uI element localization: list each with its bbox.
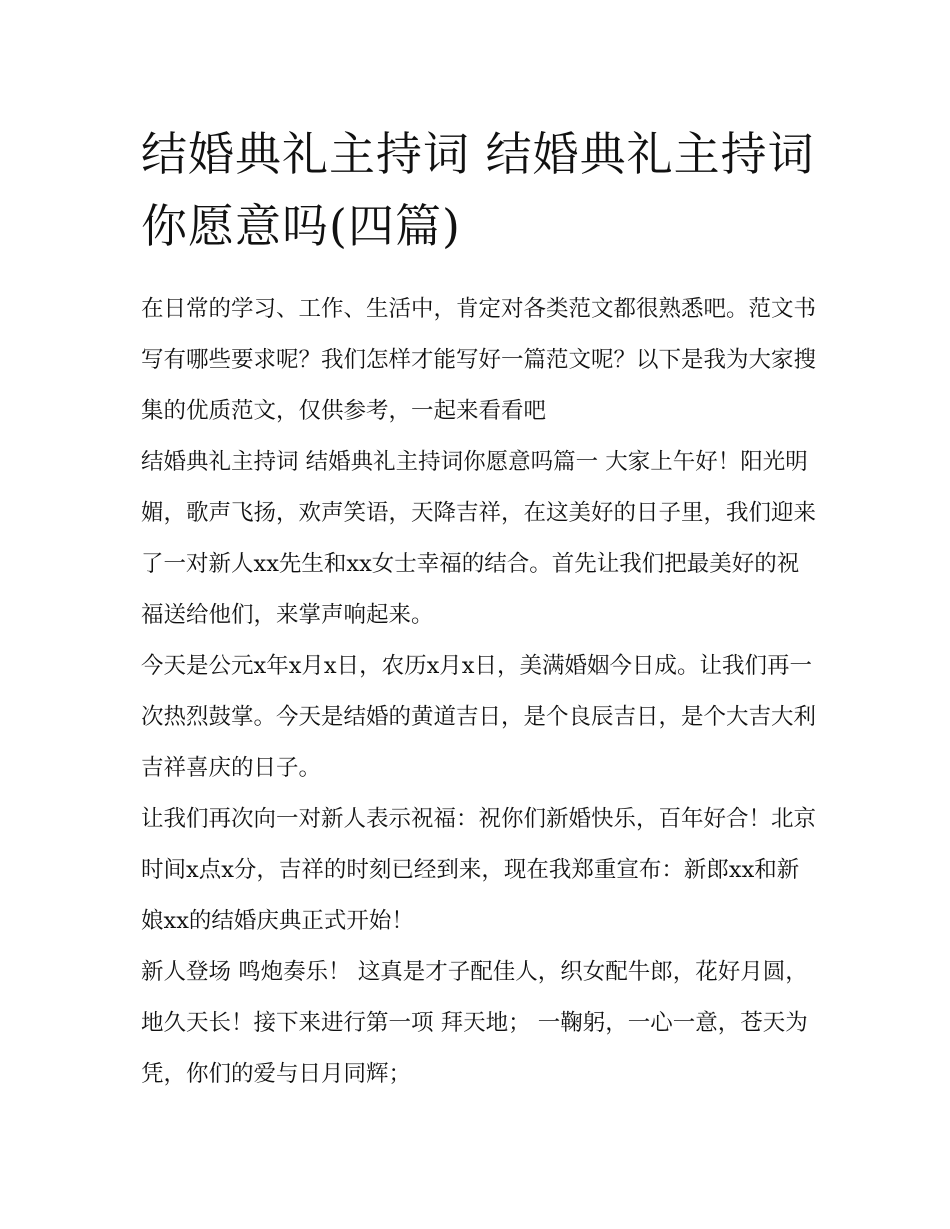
document-title: 结婚典礼主持词 结婚典礼主持词你愿意吗(四篇) (141, 127, 815, 253)
paragraph-date: 今天是公元x年x月x日，农历x月x日，美满婚姻今日成。让我们再一次热烈鼓掌。今天是结婚的黄道吉日，是个良辰吉日，是个大吉大利吉祥喜庆的日子。 (141, 653, 817, 781)
paragraph-blessing: 让我们再次向一对新人表示祝福：祝你们新婚快乐，百年好合！北京时间x点x分，吉祥的时刻已经到来，现在我郑重宣布：新郎xx和新娘xx的结婚庆典正式开始！ (141, 806, 817, 934)
paragraph-ceremony: 新人登场 鸣炮奏乐！ 这真是才子配佳人，织女配牛郎，花好月圆，地久天长！接下来进行第一项 拜天地； 一鞠躬，一心一意，苍天为凭，你们的爱与日月同辉； (141, 959, 808, 1087)
document-body (141, 284, 821, 1100)
paragraph-opening: 结婚典礼主持词 结婚典礼主持词你愿意吗篇一 大家上午好！阳光明媚，歌声飞扬，欢声笑语，天降吉祥，在这美好的日子里，我们迎来了一对新人xx先生和xx女士幸福的结合。首先让我们把最美好的祝福送给他们，来掌声响起来。 (141, 449, 817, 628)
paragraph-intro: 在日常的学习、工作、生活中，肯定对各类范文都很熟悉吧。范文书写有哪些要求呢？我们怎样才能写好一篇范文呢？以下是我为大家搜集的优质范文，仅供参考，一起来看看吧 (141, 296, 817, 424)
